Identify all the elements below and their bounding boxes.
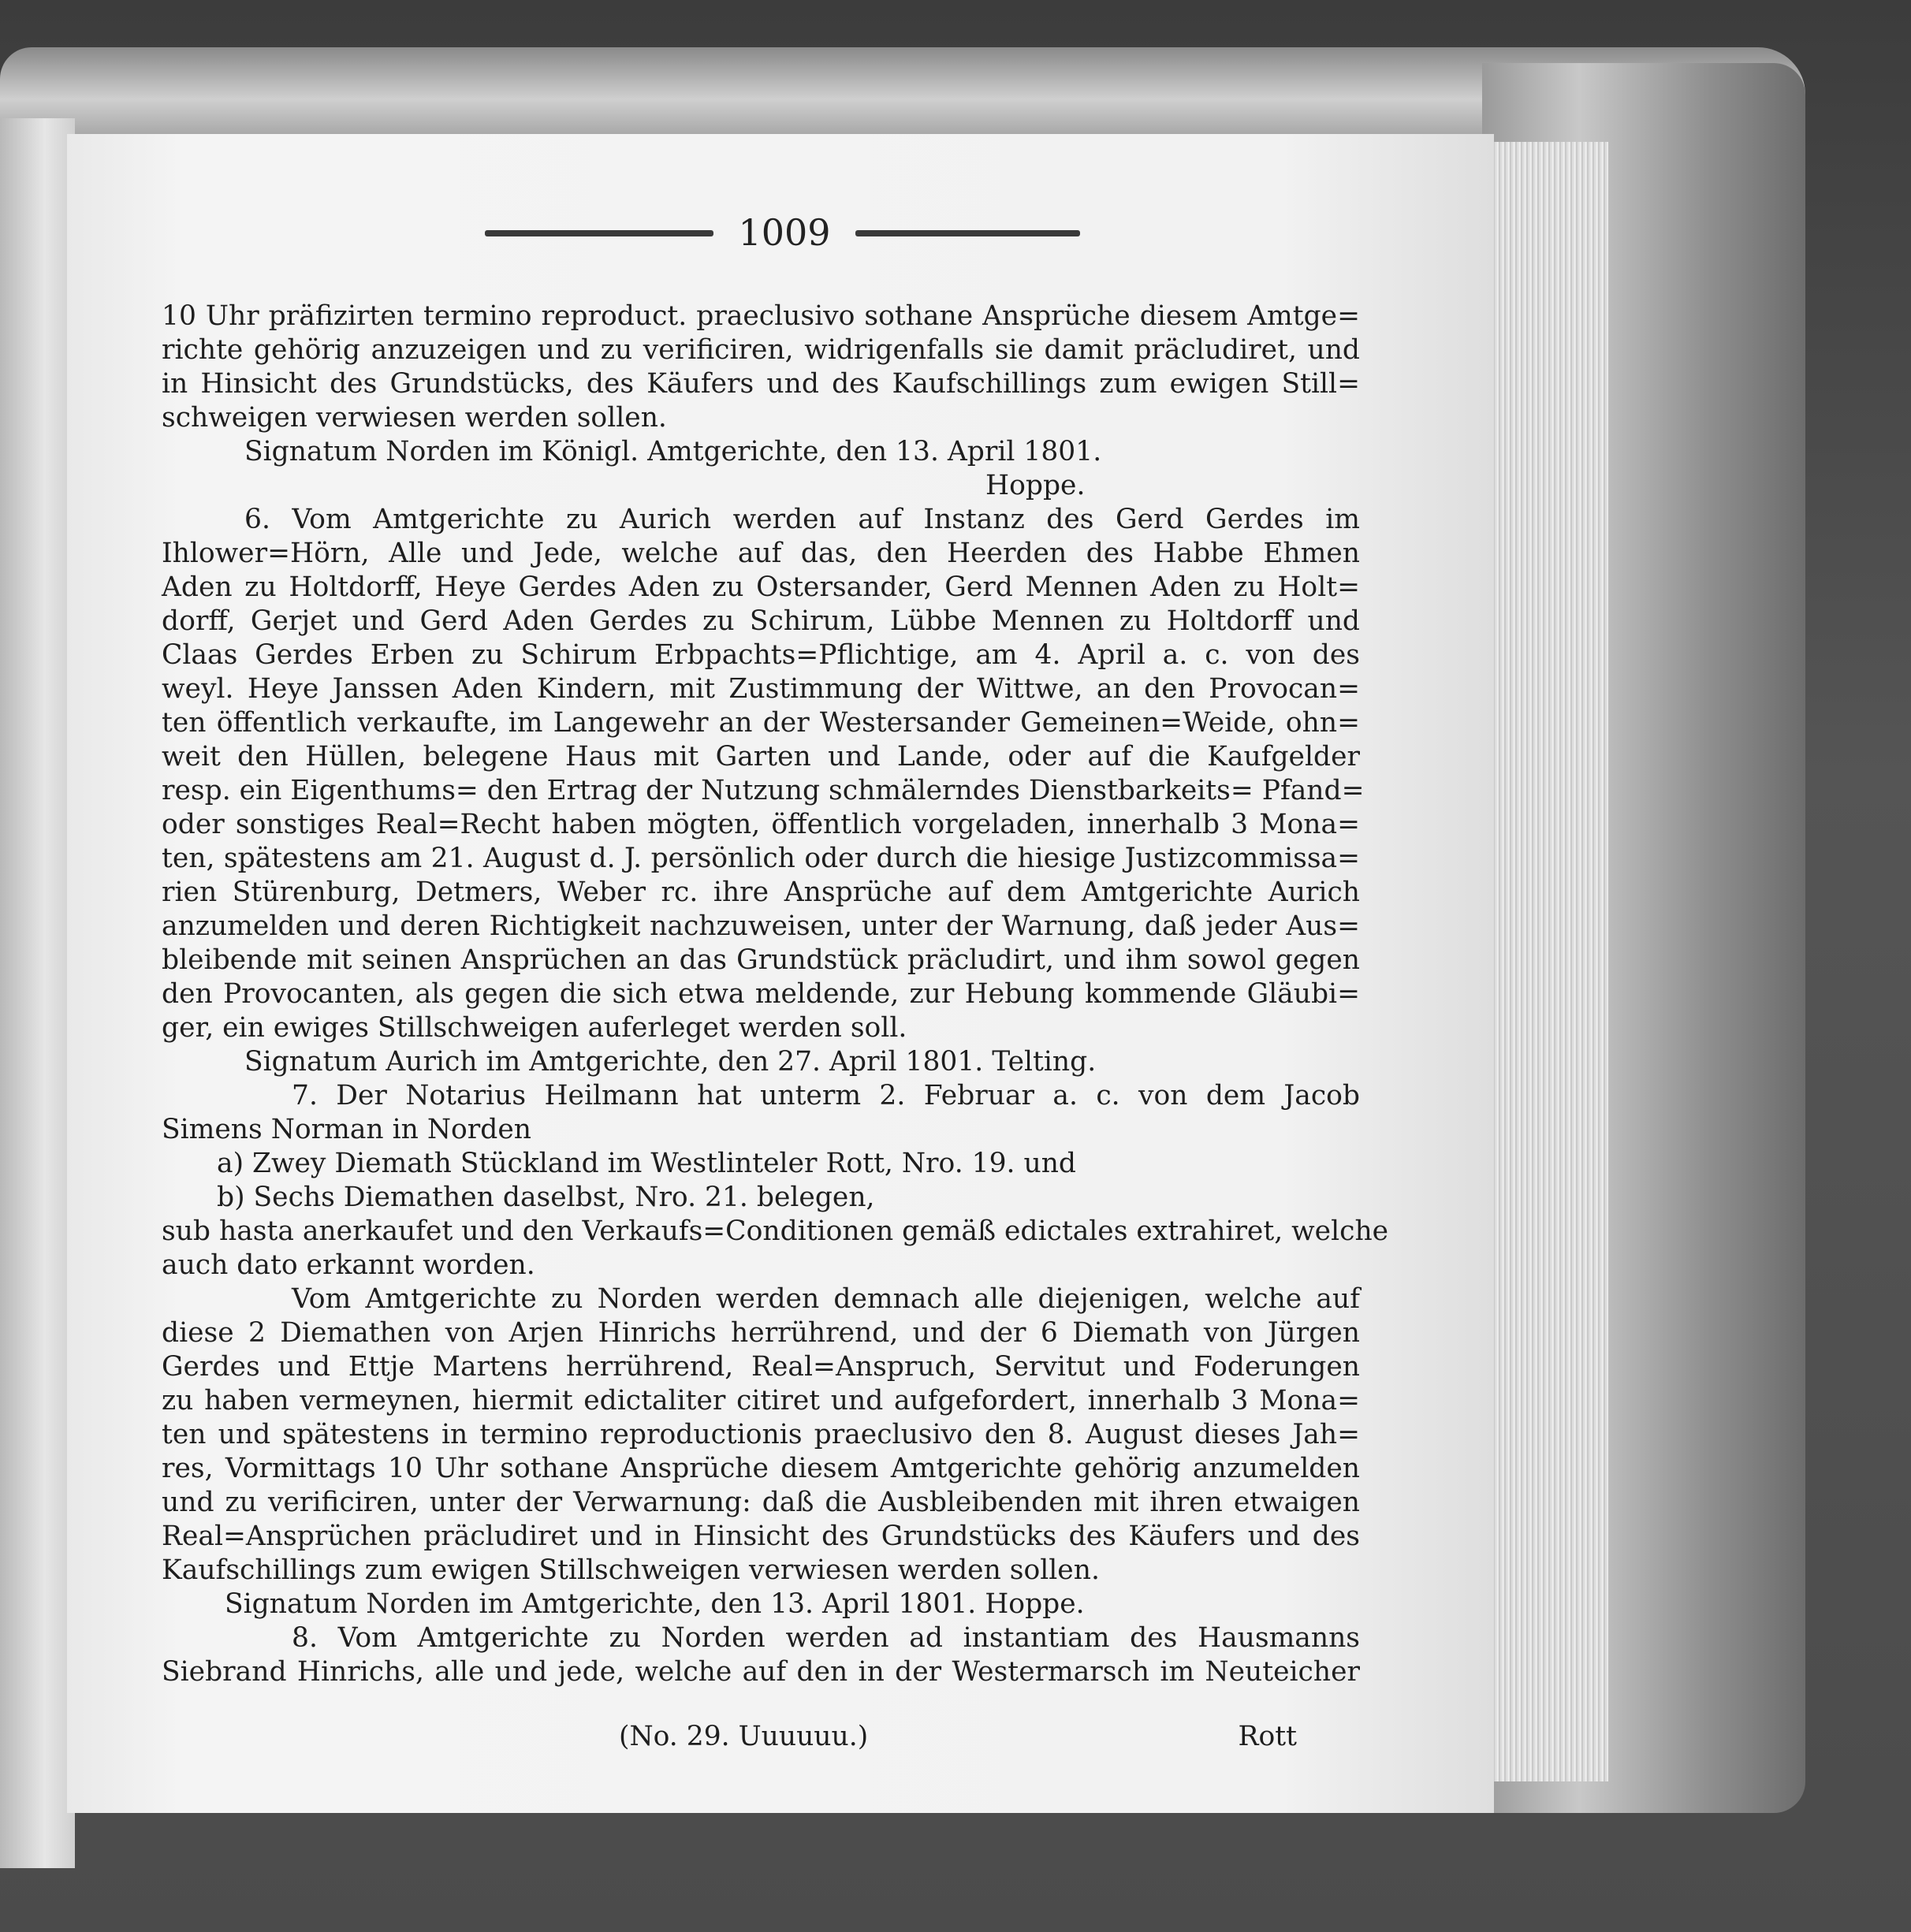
text-line: Signatum Norden im Königl. Amtgerichte, den 13. April 1801. bbox=[244, 436, 1102, 467]
text-line: weyl. Heye Janssen Aden Kindern, mit Zustimmung der Wittwe, an den Provocan= bbox=[162, 673, 1360, 705]
text-line: ten und spätestens in termino reproductionis praeclusivo den 8. August dieses Jah= bbox=[162, 1419, 1360, 1450]
text-line: sub hasta anerkaufet und den Verkaufs=Conditionen gemäß edictales extrahiret, welche bbox=[162, 1215, 1389, 1247]
text-line: Siebrand Hinrichs, alle und jede, welche auf den in der Westermarsch im Neuteicher bbox=[162, 1656, 1360, 1688]
text-line: zu haben vermeynen, hiermit edictaliter citiret und aufgefordert, innerhalb 3 Mona= bbox=[162, 1385, 1360, 1416]
text-line: ten öffentlich verkaufte, im Langewehr an der Westersander Gemeinen=Weide, ohn= bbox=[162, 707, 1360, 739]
text-line: diese 2 Diemathen von Arjen Hinrichs herrührend, und der 6 Diemath von Jürgen bbox=[162, 1317, 1360, 1349]
text-line: resp. ein Eigenthums= den Ertrag der Nutzung schmälerndes Dienstbarkeits= Pfand= bbox=[162, 775, 1365, 806]
catchword: Rott bbox=[1238, 1721, 1297, 1752]
signature-mark: (No. 29. Uuuuuu.) bbox=[619, 1721, 869, 1752]
header-rule-right bbox=[855, 230, 1080, 236]
text-line: Claas Gerdes Erben zu Schirum Erbpachts=Pflichtige, am 4. April a. c. von des bbox=[162, 639, 1360, 671]
text-line: 7. Der Notarius Heilmann hat unterm 2. Februar a. c. von dem Jacob bbox=[292, 1080, 1360, 1111]
text-line: in Hinsicht des Grundstücks, des Käufers und des Kaufschillings zum ewigen Still= bbox=[162, 368, 1360, 400]
text-line: Hoppe. bbox=[985, 470, 1086, 501]
text-line: Real=Ansprüchen präcludiret und in Hinsicht des Grundstücks des Käufers und des bbox=[162, 1521, 1360, 1552]
text-line: ger, ein ewiges Stillschweigen auferleget werden soll. bbox=[162, 1012, 907, 1044]
text-line: ten, spätestens am 21. August d. J. persönlich oder durch die hiesige Justizcommissa= bbox=[162, 843, 1360, 874]
text-line: Ihlower=Hörn, Alle und Jede, welche auf das, den Heerden des Habbe Ehmen bbox=[162, 538, 1360, 569]
text-line: res, Vormittags 10 Uhr sothane Ansprüche diesem Amtgerichte gehörig anzumelden bbox=[162, 1453, 1360, 1484]
text-line: 10 Uhr präfizirten termino reproduct. praeclusivo sothane Ansprüche diesem Amtge= bbox=[162, 300, 1360, 332]
page-block-edges bbox=[1490, 142, 1608, 1781]
body-text bbox=[162, 300, 1389, 1689]
header-rule-left bbox=[485, 230, 713, 236]
text-line: 8. Vom Amtgerichte zu Norden werden ad instantiam des Hausmanns bbox=[292, 1622, 1360, 1654]
text-line: Signatum Aurich im Amtgerichte, den 27. April 1801. Telting. bbox=[244, 1046, 1097, 1078]
text-line: Kaufschillings zum ewigen Stillschweigen verwiesen werden sollen. bbox=[162, 1554, 1100, 1586]
text-line: b) Sechs Diemathen daselbst, Nro. 21. belegen, bbox=[217, 1182, 875, 1213]
text-line: bleibende mit seinen Ansprüchen an das Grundstück präcludirt, und ihm sowol gegen bbox=[162, 944, 1360, 976]
text-line: Signatum Norden im Amtgerichte, den 13. April 1801. Hoppe. bbox=[225, 1588, 1085, 1620]
text-line: Gerdes und Ettje Martens herrührend, Real=Anspruch, Servitut und Foderungen bbox=[162, 1351, 1360, 1383]
text-line: 6. Vom Amtgerichte zu Aurich werden auf Instanz des Gerd Gerdes im bbox=[244, 504, 1360, 535]
text-line: auch dato erkannt worden. bbox=[162, 1249, 535, 1281]
text-line: den Provocanten, als gegen die sich etwa meldende, zur Hebung kommende Gläubi= bbox=[162, 978, 1360, 1010]
text-line: oder sonstiges Real=Recht haben mögten, öffentlich vorgeladen, innerhalb 3 Mona= bbox=[162, 809, 1360, 840]
text-line: weit den Hüllen, belegene Haus mit Garten und Lande, oder auf die Kaufgelder bbox=[162, 741, 1360, 772]
text-line: Simens Norman in Norden bbox=[162, 1114, 532, 1145]
text-line: anzumelden und deren Richtigkeit nachzuweisen, unter der Warnung, daß jeder Aus= bbox=[162, 910, 1360, 942]
page-number: 1009 bbox=[738, 211, 831, 254]
facing-page-edge bbox=[0, 118, 75, 1868]
text-line: richte gehörig anzuzeigen und zu verificiren, widrigenfalls sie damit präcludiret, und bbox=[162, 334, 1360, 366]
text-line: Aden zu Holtdorff, Heye Gerdes Aden zu Ostersander, Gerd Mennen Aden zu Holt= bbox=[162, 571, 1360, 603]
text-line: dorff, Gerjet und Gerd Aden Gerdes zu Schirum, Lübbe Mennen zu Holtdorff und bbox=[162, 605, 1360, 637]
text-line: schweigen verwiesen werden sollen. bbox=[162, 402, 667, 434]
text-line: und zu verificiren, unter der Verwarnung: daß die Ausbleibenden mit ihren etwaigen bbox=[162, 1487, 1360, 1518]
text-line: Vom Amtgerichte zu Norden werden demnach alle diejenigen, welche auf bbox=[292, 1283, 1360, 1315]
page-header bbox=[473, 211, 1088, 259]
page-footer bbox=[162, 1721, 1297, 1760]
text-line: a) Zwey Diemath Stückland im Westlinteler Rott, Nro. 19. und bbox=[217, 1148, 1077, 1179]
text-line: rien Stürenburg, Detmers, Weber rc. ihre Ansprüche auf dem Amtgerichte Aurich bbox=[162, 877, 1360, 908]
